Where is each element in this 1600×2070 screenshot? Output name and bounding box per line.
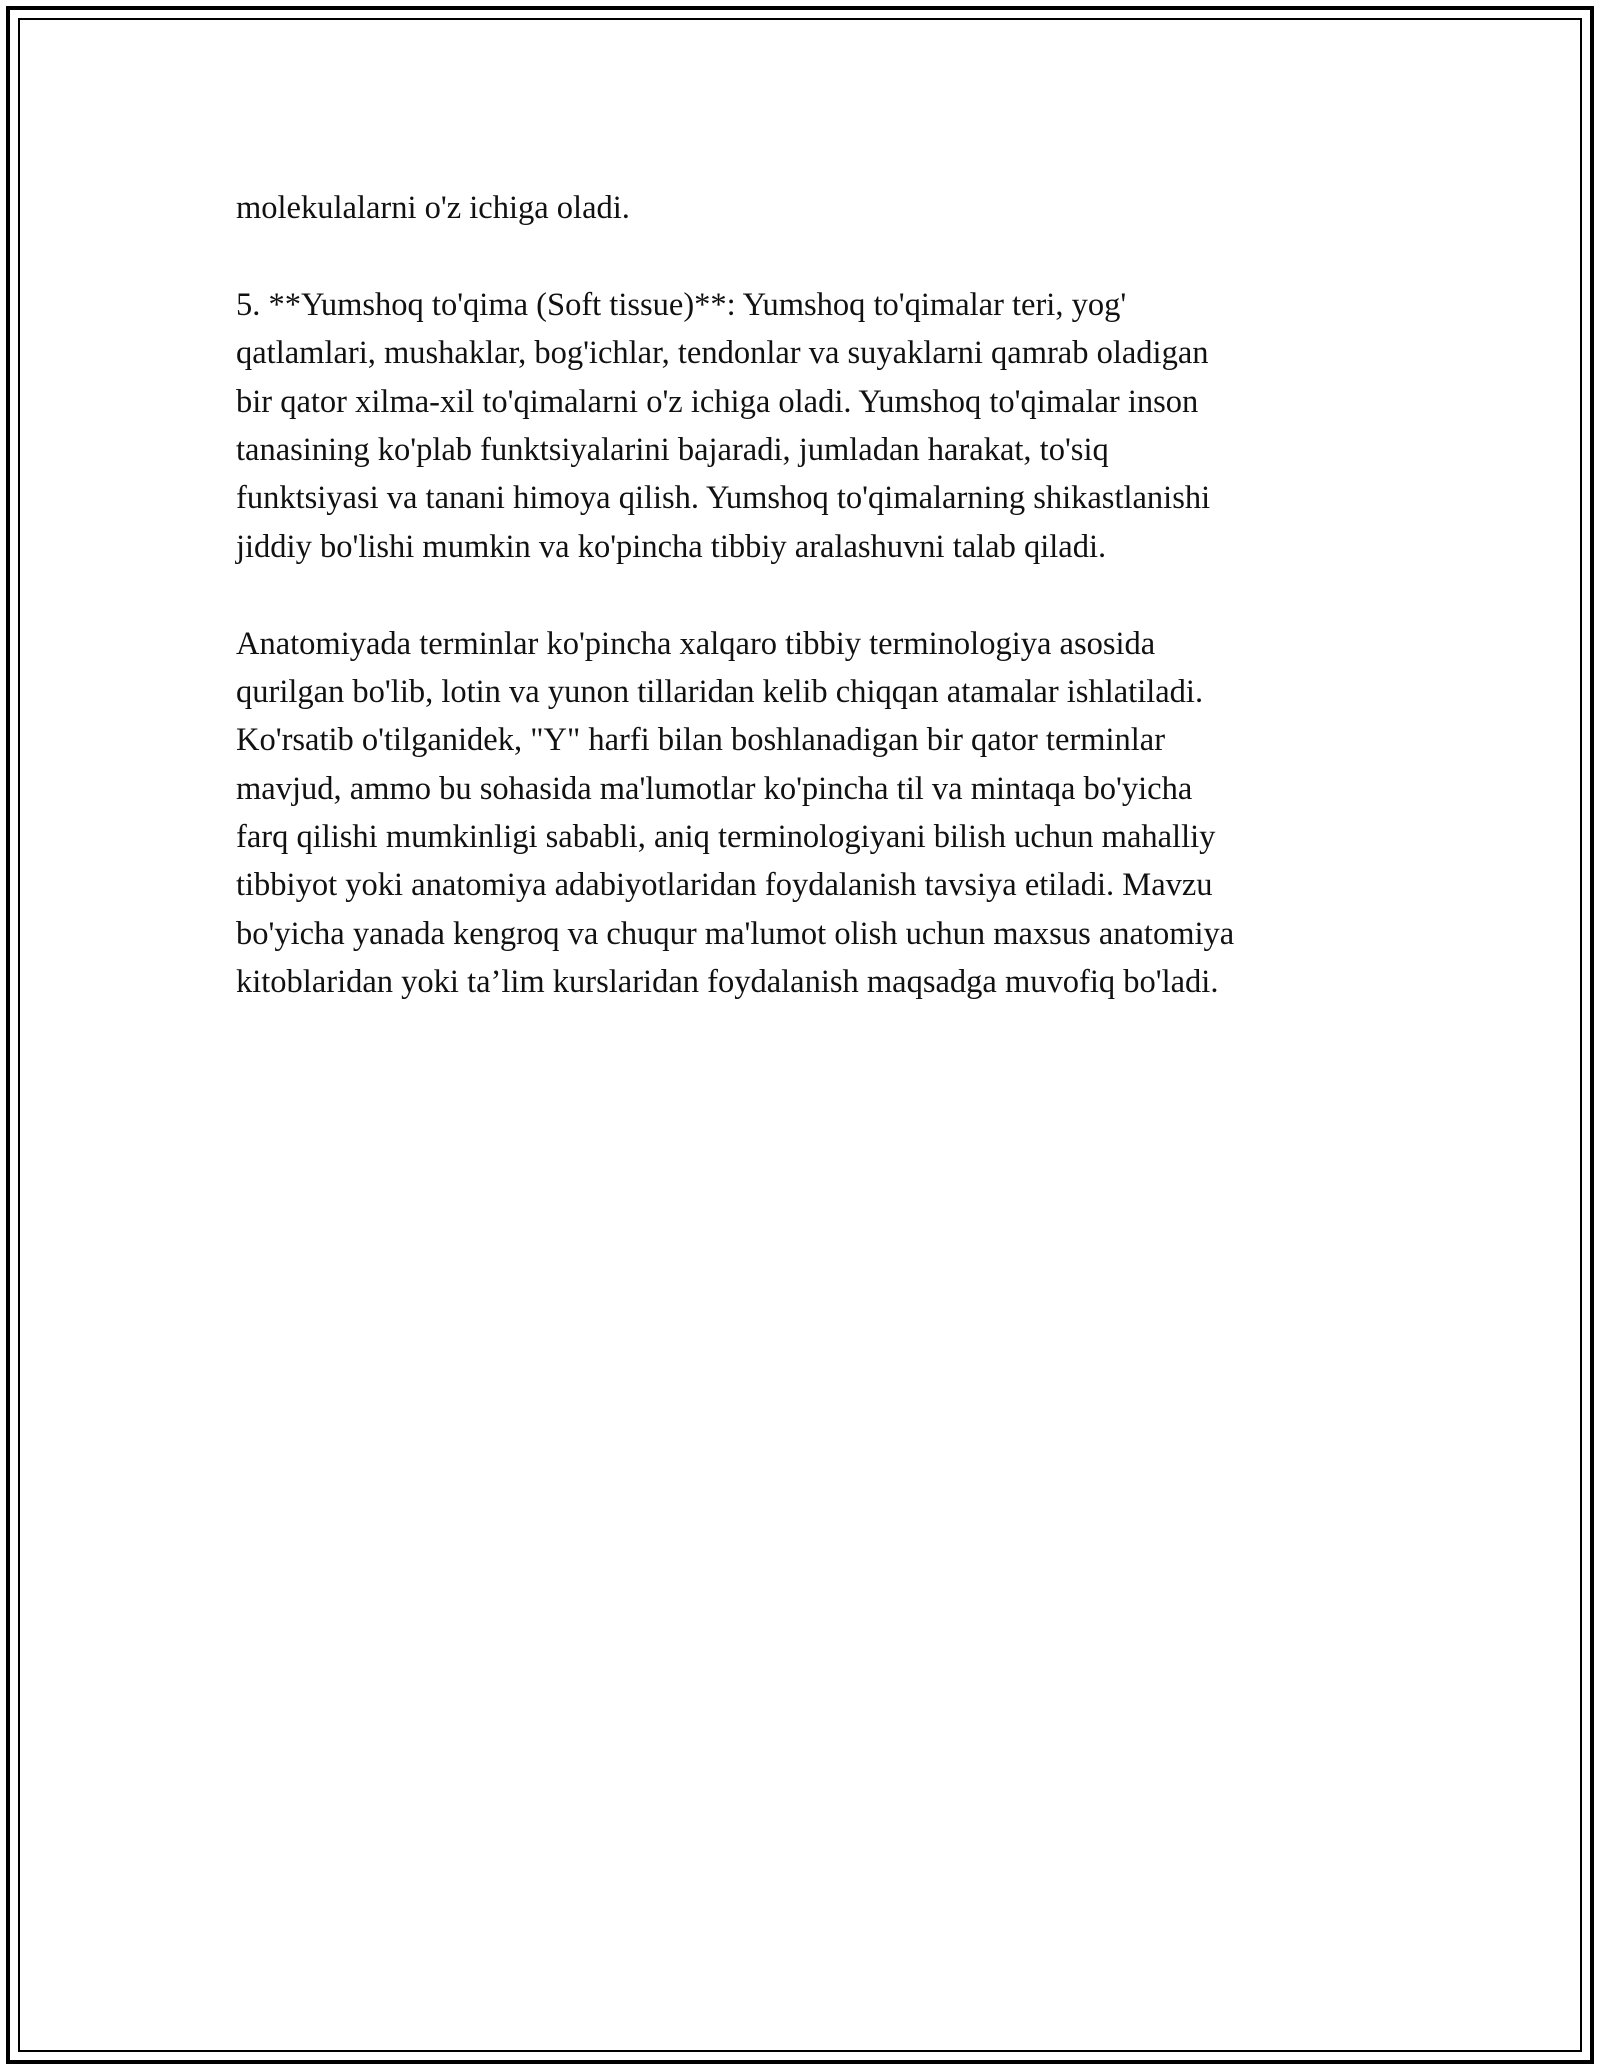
- text-line: farq qilishi mumkinligi sababli, aniq terminologiyani bilish uchun mahalliy: [236, 819, 1216, 856]
- text-line: bir qator xilma-xil to'qimalarni o'z ichiga oladi. Yumshoq to'qimalar inson: [236, 383, 1199, 420]
- paragraph-soft-tissue: [236, 281, 1376, 571]
- text-line: tanasining ko'plab funktsiyalarini bajaradi, jumladan harakat, to'siq: [236, 431, 1109, 468]
- document-body: [236, 184, 1376, 1007]
- text-line: jiddiy bo'lishi mumkin va ko'pincha tibbiy aralashuvni talab qiladi.: [236, 528, 1107, 565]
- text-line: 5. **Yumshoq to'qima (Soft tissue)**: Yumshoq to'qimalar teri, yog': [236, 286, 1127, 323]
- text-line: kitoblaridan yoki ta’lim kurslaridan foydalanish maqsadga muvofiq bo'ladi.: [236, 964, 1219, 1001]
- paragraph-continuation: [236, 184, 1376, 232]
- text-line: tibbiyot yoki anatomiya adabiyotlaridan foydalanish tavsiya etiladi. Mavzu: [236, 867, 1213, 904]
- paragraph-anatomy-terminology: [236, 620, 1376, 1007]
- text-line: Ko'rsatib o'tilganidek, "Y" harfi bilan boshlanadigan bir qator terminlar: [236, 722, 1166, 759]
- paragraph-spacer: [236, 571, 1376, 619]
- text-line: funktsiyasi va tanani himoya qilish. Yumshoq to'qimalarning shikastlanishi: [236, 480, 1211, 517]
- text-line: mavjud, ammo bu sohasida ma'lumotlar ko'pincha til va mintaqa bo'yicha: [236, 770, 1193, 807]
- text-line: Anatomiyada terminlar ko'pincha xalqaro tibbiy terminologiya asosida: [236, 625, 1156, 662]
- text-line: qatlamlari, mushaklar, bog'ichlar, tendonlar va suyaklarni qamrab oladigan: [236, 335, 1209, 372]
- paragraph-spacer: [236, 232, 1376, 280]
- text-line: molekulalarni o'z ichiga oladi.: [236, 190, 630, 226]
- text-line: bo'yicha yanada kengroq va chuqur ma'lumot olish uchun maxsus anatomiya: [236, 915, 1235, 952]
- text-line: qurilgan bo'lib, lotin va yunon tillaridan kelib chiqqan atamalar ishlatiladi.: [236, 673, 1204, 710]
